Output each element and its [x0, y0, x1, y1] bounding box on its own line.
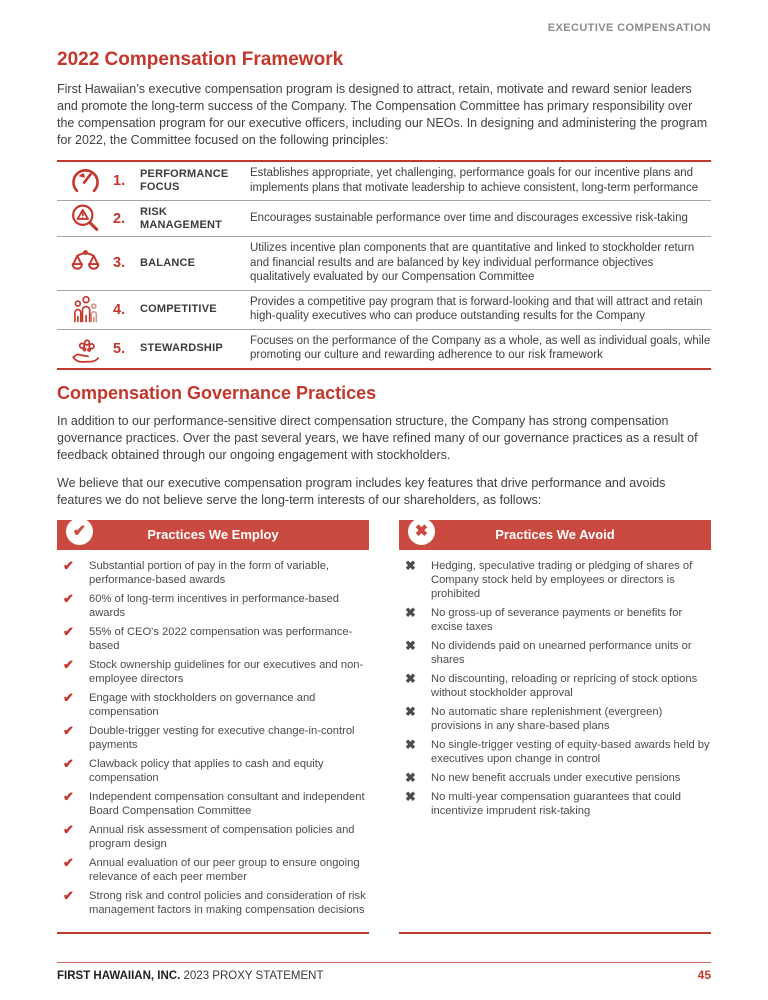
x-icon: ✖: [405, 769, 416, 785]
check-icon: ✔: [63, 656, 74, 672]
governance-paragraph-1: In addition to our performance-sensitive direct compensation structure, the Company has strong compensation governance practices. Over the past several years, we have refined many of our governance practices as a result of feedback obtained through our ongoing engagement with stockholders.: [57, 413, 698, 462]
principle-row: [57, 236, 711, 290]
principle-number: 1.: [113, 173, 126, 189]
gauge-icon: [57, 164, 113, 199]
list-item-text: 55% of CEO's 2022 compensation was performance-based: [89, 625, 353, 652]
running-header: EXECUTIVE COMPENSATION: [547, 22, 711, 34]
list-item: [405, 559, 711, 601]
check-circle-icon: ✔: [66, 518, 93, 545]
list-item-text: Stock ownership guidelines for our executives and non-employee directors: [89, 658, 364, 685]
list-item: [63, 856, 369, 884]
list-item: [63, 691, 369, 719]
list-item: [63, 790, 369, 818]
principle-number: 3.: [113, 255, 126, 272]
list-item: [63, 757, 369, 785]
principle-label: BALANCE: [140, 256, 196, 269]
check-icon: ✔: [63, 689, 74, 705]
footer-document: 2023 PROXY STATEMENT: [180, 970, 324, 982]
list-item: [405, 790, 711, 818]
x-icon: ✖: [405, 788, 416, 804]
principle-label: COMPETITIVE: [140, 303, 217, 315]
list-item-text: No single-trigger vesting of equity-based awards held by executives upon change in control: [431, 738, 710, 765]
practices-avoid-column: [399, 520, 711, 934]
practices-employ-column: [57, 520, 369, 934]
employ-header-title: Practices We Employ: [147, 526, 279, 542]
list-item-text: Strong risk and control policies and consideration of risk management factors in making compensation decisions: [89, 889, 366, 916]
check-icon: ✔: [63, 755, 74, 771]
list-item-text: Independent compensation consultant and independent Board Compensation Committee: [89, 790, 365, 817]
employ-header-bar: [57, 520, 369, 550]
x-icon: ✖: [405, 670, 416, 686]
list-item-text: No dividends paid on unearned performance units or shares: [431, 639, 692, 666]
principle-row: [57, 329, 711, 368]
list-item-text: Substantial portion of pay in the form of variable, performance-based awards: [89, 559, 330, 586]
avoid-header-title: Practices We Avoid: [495, 526, 615, 542]
check-icon: ✔: [63, 590, 74, 606]
principle-row: [57, 162, 711, 200]
employ-list: [57, 550, 369, 932]
magnifier-alert-icon: [57, 201, 113, 236]
list-item-text: No multi-year compensation guarantees that could incentivize imprudent risk-taking: [431, 790, 681, 817]
principle-number: 4.: [113, 301, 126, 318]
page-footer: [57, 962, 711, 982]
governance-section-title: Compensation Governance Practices: [57, 382, 377, 403]
list-item-text: Clawback policy that applies to cash and equity compensation: [89, 757, 324, 784]
list-item: [405, 705, 711, 733]
list-item: [405, 672, 711, 700]
list-item-text: No gross-up of severance payments or benefits for excise taxes: [431, 606, 683, 633]
list-item: [63, 889, 369, 917]
list-item-text: Engage with stockholders on governance and compensation: [89, 691, 316, 718]
list-item-text: No automatic share replenishment (evergreen) provisions in any share-based plans: [431, 705, 663, 732]
list-item: [63, 625, 369, 653]
principle-row: [57, 200, 711, 236]
list-item: [63, 559, 369, 587]
check-icon: ✔: [63, 722, 74, 738]
scales-icon: [57, 246, 113, 281]
avoid-list: [399, 550, 711, 932]
list-item: [405, 738, 711, 766]
list-item: [405, 771, 711, 785]
check-icon: ✔: [63, 623, 74, 639]
x-icon: ✖: [405, 637, 416, 653]
principle-number: 5.: [113, 340, 126, 357]
list-item: [63, 658, 369, 686]
x-icon: ✖: [405, 604, 416, 620]
list-item-text: 60% of long-term incentives in performance-based awards: [89, 592, 339, 619]
avoid-header-bar: [399, 520, 711, 550]
practices-columns: [57, 520, 711, 934]
principle-description: Encourages sustainable performance over time and discourages excessive risk-taking: [250, 211, 688, 224]
principles-table: [57, 160, 711, 370]
check-icon: ✔: [63, 788, 74, 804]
list-item-text: Annual risk assessment of compensation policies and program design: [89, 823, 355, 850]
principle-description: Provides a competitive pay program that is forward-looking and that will attract and retain high-quality executives who can produce outstanding results for the Company: [250, 295, 703, 322]
list-item: [63, 823, 369, 851]
principle-description: Focuses on the performance of the Company as a whole, as well as individual goals, while promoting our culture and rewarding adherence to our risk framework: [250, 334, 711, 361]
principle-number: 2.: [113, 210, 126, 227]
list-item-text: Double-trigger vesting for executive change-in-control payments: [89, 724, 355, 751]
list-item-text: Annual evaluation of our peer group to ensure ongoing relevance of each peer member: [89, 856, 360, 883]
check-icon: ✔: [63, 887, 74, 903]
list-item-text: Hedging, speculative trading or pledging of shares of Company stock held by employees or directors is prohibited: [431, 559, 693, 600]
x-icon: ✖: [405, 557, 416, 573]
x-circle-icon: ✖: [408, 518, 435, 545]
x-icon: ✖: [405, 736, 416, 752]
framework-intro-paragraph: First Hawaiian’s executive compensation program is designed to attract, retain, motivate and reward senior leaders and promote the long-term success of the Company. The Compensation Committee has primary responsibility over the compensation program for our executive officers, including our NEOs. In designing and administering the program for 2022, the Committee focused on the following principles:: [57, 82, 708, 147]
page-number: 45: [697, 968, 711, 982]
page-title: 2022 Compensation Framework: [57, 49, 344, 70]
check-icon: ✔: [63, 854, 74, 870]
check-icon: ✔: [63, 557, 74, 573]
principle-label: STEWARDSHIP: [140, 342, 223, 354]
footer-text: [57, 970, 323, 982]
governance-paragraph-2: We believe that our executive compensation program includes key features that drive performance and avoids features we do not believe serve the long-term interests of our shareholders, as follows:: [57, 475, 666, 507]
principle-description: Utilizes incentive plan components that are quantitative and linked to stockholder return and financial results and are balanced by key individual performance objectives qualitatively evaluated by our Compensation Committee: [250, 242, 695, 283]
principle-label: RISK MANAGEMENT: [140, 205, 223, 231]
footer-company: FIRST HAWAIIAN, INC.: [57, 970, 181, 982]
check-icon: ✔: [63, 821, 74, 837]
principle-description: Establishes appropriate, yet challenging, performance goals for our incentive plans and implements plans that motivate leadership to achieve consistent, long-term performance: [250, 167, 699, 194]
people-icon: [57, 292, 113, 327]
principle-row: [57, 290, 711, 329]
list-item: [405, 606, 711, 634]
list-item-text: No discounting, reloading or repricing of stock options without stockholder approval: [431, 672, 698, 699]
x-icon: ✖: [405, 703, 416, 719]
list-item: [63, 724, 369, 752]
list-item-text: No new benefit accruals under executive pensions: [431, 771, 681, 784]
hand-growth-icon: [57, 331, 113, 366]
list-item: [405, 639, 711, 667]
list-item: [63, 592, 369, 620]
principle-label: PERFORMANCE FOCUS: [140, 168, 229, 193]
